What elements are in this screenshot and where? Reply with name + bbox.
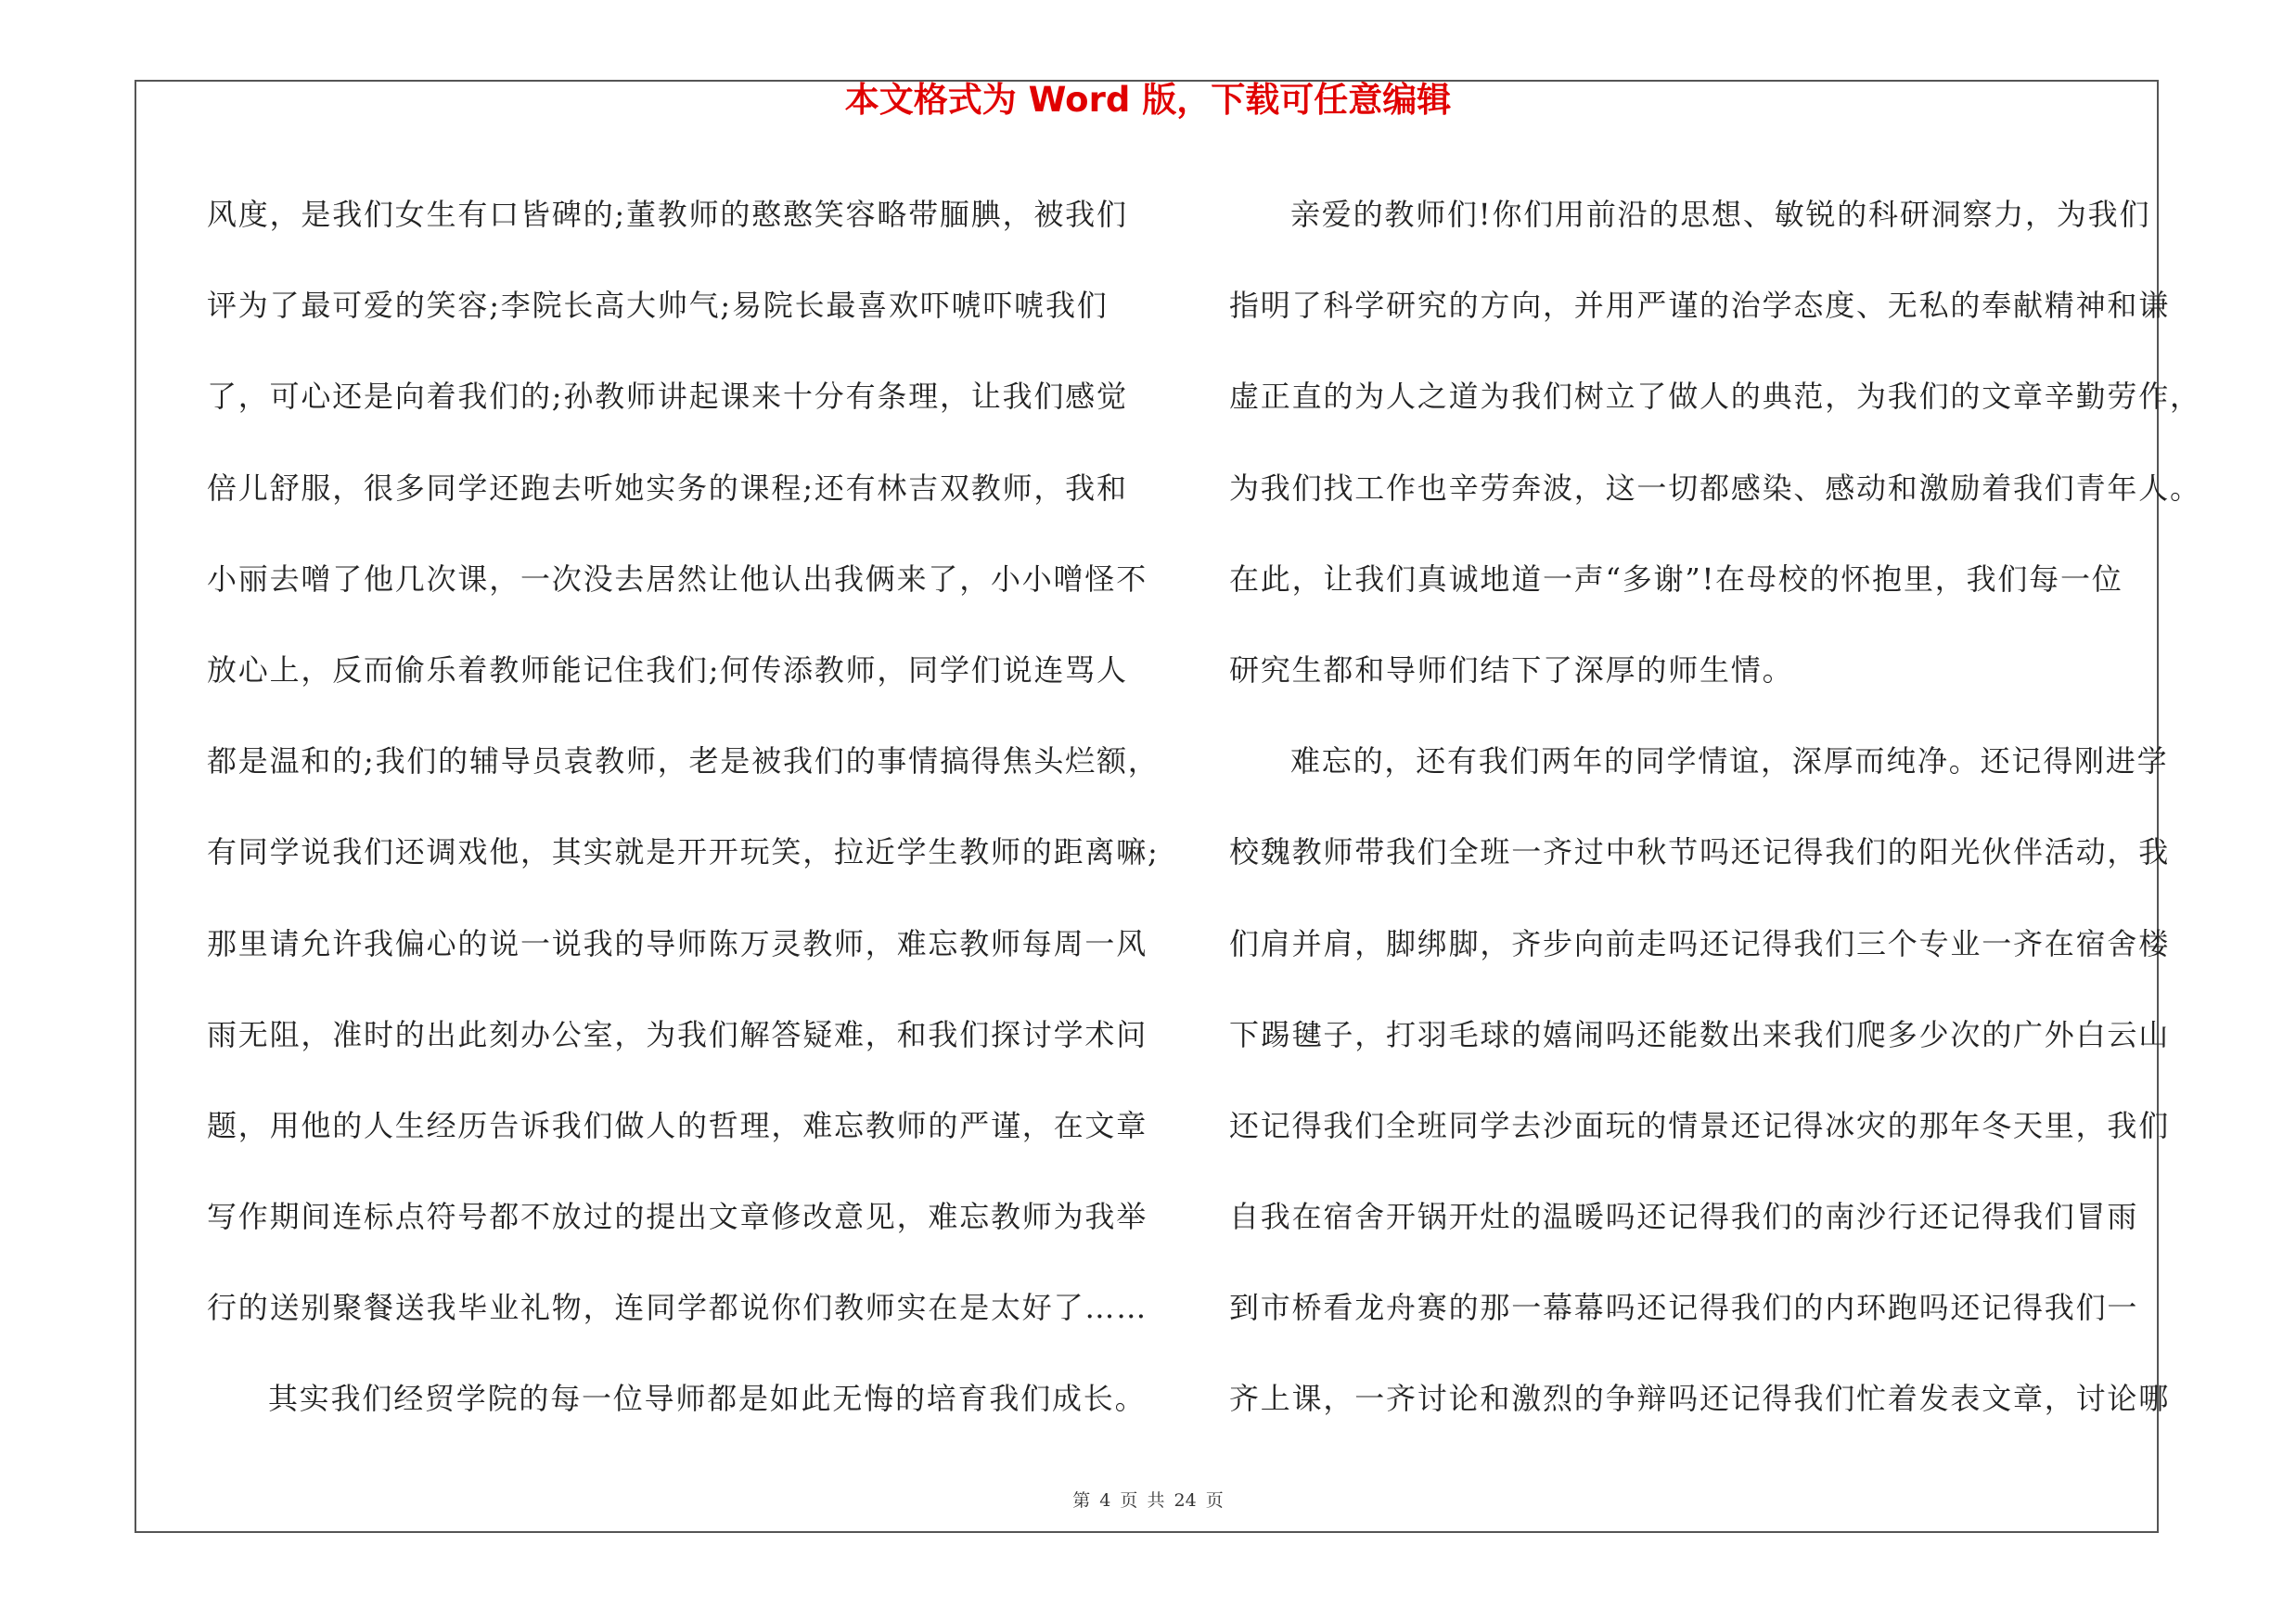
text-line: 风度，是我们女生有口皆碑的;董教师的憨憨笑容略带腼腆，被我们 — [207, 197, 1128, 232]
text-line: 那里请允许我偏心的说一说我的导师陈万灵教师，难忘教师每周一风 — [207, 925, 1148, 961]
text-line: 自我在宿舍开锅开灶的温暖吗还记得我们的南沙行还记得我们冒雨 — [1229, 1199, 2139, 1235]
right-text-column — [1229, 182, 2201, 1458]
page-number-footer: 第 4 页 共 24 页 — [1072, 1490, 1224, 1511]
text-line: 小丽去噌了他几次课，一次没去居然让他认出我俩来了，小小噌怪不 — [207, 560, 1148, 597]
text-line: 行的送别聚餐送我毕业礼物，连同学都说你们教师实在是太好了…… — [207, 1290, 1148, 1326]
text-line: 有同学说我们还调戏他，其实就是开开玩笑，拉近学生教师的距离嘛; — [207, 834, 1160, 870]
text-line: 在此，让我们真诚地道一声“多谢”!在母校的怀抱里，我们每一位 — [1229, 560, 2123, 597]
text-line: 齐上课，一齐讨论和激烈的争辩吗还记得我们忙着发表文章，讨论哪 — [1229, 1381, 2171, 1417]
paragraph-first-line: 其实我们经贸学院的每一位导师都是如此无悔的培育我们成长。 — [268, 1381, 1147, 1417]
left-text-column — [207, 182, 1160, 1458]
text-line: 校魏教师带我们全班一齐过中秋节吗还记得我们的阳光伙伴活动，我 — [1229, 834, 2171, 870]
text-line: 到市桥看龙舟赛的那一幕幕吗还记得我们的内环跑吗还记得我们一 — [1229, 1290, 2139, 1326]
text-line: 评为了最可爱的笑容;李院长高大帅气;易院长最喜欢吓唬吓唬我们 — [207, 288, 1109, 324]
text-line: 还记得我们全班同学去沙面玩的情景还记得冰灾的那年冬天里，我们 — [1229, 1107, 2171, 1143]
text-line: 都是温和的;我们的辅导员袁教师，老是被我们的事情搞得焦头烂额， — [207, 743, 1160, 779]
text-line: 研究生都和导师们结下了深厚的师生情。 — [1229, 651, 1794, 688]
text-line: 们肩并肩，脚绑脚，齐步向前走吗还记得我们三个专业一齐在宿舍楼 — [1229, 925, 2171, 961]
text-line: 写作期间连标点符号都不放过的提出文章修改意见，难忘教师为我举 — [207, 1199, 1148, 1235]
text-line: 虚正直的为人之道为我们树立了做人的典范，为我们的文章辛勤劳作， — [1229, 379, 2201, 415]
text-line: 下踢毽子，打羽毛球的嬉闹吗还能数出来我们爬多少次的广外白云山 — [1229, 1016, 2171, 1052]
text-line: 雨无阻，准时的出此刻办公室，为我们解答疑难，和我们探讨学术问 — [207, 1016, 1148, 1052]
text-line: 倍儿舒服，很多同学还跑去听她实务的课程;还有林吉双教师，我和 — [207, 470, 1128, 506]
document-header-title: 本文格式为 Word 版，下载可任意编辑 — [844, 80, 1452, 120]
paragraph-first-line: 亲爱的教师们!你们用前沿的思想、敏锐的科研洞察力，为我们 — [1290, 197, 2151, 232]
text-line: 放心上，反而偷乐着教师能记住我们;何传添教师，同学们说连骂人 — [207, 651, 1128, 688]
paragraph-first-line: 难忘的，还有我们两年的同学情谊，深厚而纯净。还记得刚进学 — [1290, 743, 2169, 779]
text-line: 指明了科学研究的方向，并用严谨的治学态度、无私的奉献精神和谦 — [1229, 288, 2171, 324]
text-line: 了，可心还是向着我们的;孙教师讲起课来十分有条理，让我们感觉 — [207, 379, 1128, 415]
text-line: 题，用他的人生经历告诉我们做人的哲理，难忘教师的严谨，在文章 — [207, 1107, 1148, 1143]
text-line: 为我们找工作也辛劳奔波，这一切都感染、感动和激励着我们青年人。 — [1229, 470, 2201, 506]
